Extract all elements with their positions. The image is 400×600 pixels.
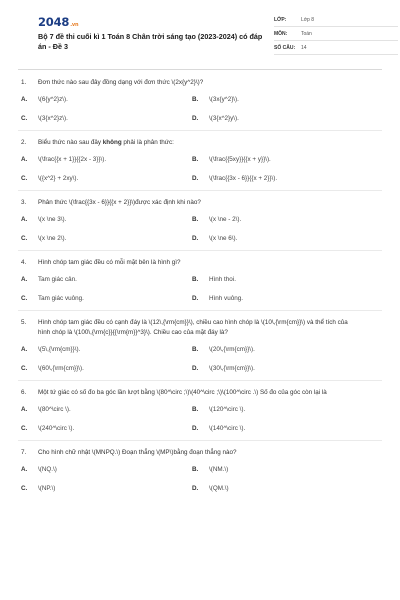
answer-options bbox=[18, 345, 382, 373]
answer-option-b[interactable] bbox=[189, 345, 360, 354]
document-header bbox=[18, 0, 382, 70]
option-label: B. bbox=[192, 346, 199, 353]
question-7 bbox=[18, 448, 382, 500]
option-label: D. bbox=[192, 295, 199, 302]
question-text: Hình chóp tam giác đều có mỗi mặt bên là hình gì? bbox=[38, 259, 181, 266]
answer-option-b[interactable] bbox=[189, 215, 360, 224]
meta-value: Toán bbox=[301, 30, 312, 37]
question-text-emphasis: không bbox=[102, 139, 122, 146]
answer-option-a[interactable] bbox=[18, 405, 189, 414]
answer-option-d[interactable] bbox=[189, 424, 360, 433]
answer-option-d[interactable] bbox=[189, 234, 360, 243]
answer-option-b[interactable] bbox=[189, 465, 360, 474]
option-text: \({x^2} + 2xy\). bbox=[38, 175, 79, 182]
logo-text: 2048 bbox=[38, 15, 70, 29]
meta-value: Lớp 8 bbox=[301, 16, 315, 23]
option-label: B. bbox=[192, 216, 199, 223]
option-label: C. bbox=[21, 175, 28, 182]
option-text: \(NM.\) bbox=[209, 466, 229, 473]
meta-value: 14 bbox=[301, 44, 307, 51]
option-text: \(80^\circ \). bbox=[38, 406, 71, 413]
option-label: A. bbox=[21, 466, 28, 473]
logo-suffix: .vn bbox=[70, 22, 79, 28]
answer-options bbox=[18, 465, 382, 493]
option-text: Tam giác cân. bbox=[38, 276, 77, 283]
option-text: \(x \ne 6\). bbox=[209, 235, 238, 242]
option-text: \(3x{y^2}\). bbox=[209, 96, 239, 103]
option-label: C. bbox=[21, 365, 28, 372]
option-text: \(5\,{\rm{cm}}\). bbox=[38, 346, 81, 353]
option-text: \(6{y^2}z\). bbox=[38, 96, 68, 103]
answer-option-a[interactable] bbox=[18, 215, 189, 224]
question-number: 1. bbox=[21, 79, 27, 86]
question-1 bbox=[18, 78, 382, 131]
document-title: Bộ 7 đề thi cuối kì 1 Toán 8 Chân trời sáng tạo (2023-2024) có đáp án - Đề 3 bbox=[38, 32, 263, 51]
question-text-start: Biểu thức nào sau đây bbox=[38, 139, 103, 146]
option-label: D. bbox=[192, 425, 199, 432]
answer-options bbox=[18, 215, 382, 243]
answer-option-d[interactable] bbox=[189, 364, 360, 373]
question-text: Phân thức \(\frac{{3x - 6}}{{x + 2}}\)được xác định khi nào? bbox=[38, 199, 201, 206]
answer-option-c[interactable] bbox=[18, 364, 189, 373]
answer-option-c[interactable] bbox=[18, 484, 189, 493]
option-text: \(x \ne 3\). bbox=[38, 216, 67, 223]
option-label: D. bbox=[192, 365, 199, 372]
question-3 bbox=[18, 198, 382, 251]
question-2 bbox=[18, 138, 382, 191]
document-meta bbox=[274, 13, 398, 55]
option-label: A. bbox=[21, 346, 28, 353]
answer-option-d[interactable] bbox=[189, 174, 360, 183]
answer-option-c[interactable] bbox=[18, 294, 189, 303]
option-label: A. bbox=[21, 406, 28, 413]
question-text: Cho hình chữ nhật \(MNPQ.\) Đoạn thẳng \(MP\)bằng đoạn thẳng nào? bbox=[38, 449, 237, 456]
option-label: C. bbox=[21, 115, 28, 122]
question-list bbox=[18, 78, 382, 507]
answer-option-b[interactable] bbox=[189, 405, 360, 414]
option-label: B. bbox=[192, 96, 199, 103]
meta-key: MÔN: bbox=[274, 30, 288, 37]
answer-options bbox=[18, 405, 382, 433]
option-text: Tam giác vuông. bbox=[38, 295, 84, 302]
question-number: 4. bbox=[21, 259, 27, 266]
option-label: C. bbox=[21, 235, 28, 242]
option-label: C. bbox=[21, 425, 28, 432]
option-label: D. bbox=[192, 485, 199, 492]
option-text: \(\frac{{3x - 6}}{{x + 2}}\). bbox=[209, 175, 278, 182]
meta-row-question-count bbox=[274, 41, 398, 55]
option-label: B. bbox=[192, 406, 199, 413]
answer-option-c[interactable] bbox=[18, 174, 189, 183]
option-text: \(240^\circ \). bbox=[38, 425, 75, 432]
question-text: Một tứ giác có số đo ba góc lần lượt bằng \(80^\circ ;\)\(40^\circ ;\)\(100^\circ .\) Số đo của góc còn lại là bbox=[38, 389, 327, 396]
question-6 bbox=[18, 388, 382, 441]
option-text: Hình vuông. bbox=[209, 295, 243, 302]
answer-option-a[interactable] bbox=[18, 345, 189, 354]
answer-option-a[interactable] bbox=[18, 155, 189, 164]
option-text: \(3{x^2}z\). bbox=[38, 115, 68, 122]
question-number: 6. bbox=[21, 389, 27, 396]
question-number: 3. bbox=[21, 199, 27, 206]
answer-option-c[interactable] bbox=[18, 424, 189, 433]
option-label: C. bbox=[21, 295, 28, 302]
header-divider bbox=[18, 69, 382, 70]
option-text: \(x \ne 2\). bbox=[38, 235, 67, 242]
answer-option-c[interactable] bbox=[18, 234, 189, 243]
option-label: B. bbox=[192, 466, 199, 473]
question-4 bbox=[18, 258, 382, 311]
answer-option-a[interactable] bbox=[18, 95, 189, 104]
question-text-end: phải là phân thức: bbox=[121, 139, 174, 146]
answer-option-d[interactable] bbox=[189, 294, 360, 303]
option-label: B. bbox=[192, 276, 199, 283]
option-label: A. bbox=[21, 216, 28, 223]
meta-row-class bbox=[274, 13, 398, 27]
option-text: \(NQ.\) bbox=[38, 466, 57, 473]
question-text: Đơn thức nào sau đây đồng dạng với đơn thức \(2x{y^2}\)? bbox=[38, 79, 204, 86]
option-label: D. bbox=[192, 235, 199, 242]
option-text: \(60\,{\rm{cm}}\). bbox=[38, 365, 84, 372]
answer-option-b[interactable] bbox=[189, 275, 360, 284]
option-text: \(NP.\) bbox=[38, 485, 56, 492]
question-number: 7. bbox=[21, 449, 27, 456]
answer-option-b[interactable] bbox=[189, 95, 360, 104]
option-label: D. bbox=[192, 175, 199, 182]
answer-option-d[interactable] bbox=[189, 484, 360, 493]
option-label: B. bbox=[192, 156, 199, 163]
option-label: A. bbox=[21, 156, 28, 163]
answer-option-b[interactable] bbox=[189, 155, 360, 164]
option-label: A. bbox=[21, 276, 28, 283]
option-text: \(\frac{{x + 1}}{{2x - 3}}\). bbox=[38, 156, 107, 163]
option-text: \(20\,{\rm{cm}}\). bbox=[209, 346, 255, 353]
question-text: Hình chóp tam giác đều có cạnh đáy là \(12\,{\rm{cm}}\), chiều cao hình chóp là \(10\,{\rm{cm}}\) và thể tích của hình chóp là \(100\,{\rm{c}}{{\rm{m}}^3}\). Chiều cao của mặt đáy là? bbox=[38, 319, 348, 336]
meta-key: SỐ CÂU: bbox=[274, 44, 296, 51]
option-text: \(QM.\) bbox=[209, 485, 229, 492]
answer-option-a[interactable] bbox=[18, 465, 189, 474]
question-number: 5. bbox=[21, 319, 27, 326]
option-text: \(3{x^2}y\). bbox=[209, 115, 239, 122]
meta-row-subject bbox=[274, 27, 398, 41]
question-text bbox=[38, 138, 382, 148]
answer-option-d[interactable] bbox=[189, 114, 360, 123]
option-label: D. bbox=[192, 115, 199, 122]
answer-option-c[interactable] bbox=[18, 114, 189, 123]
option-text: Hình thoi. bbox=[209, 276, 236, 283]
option-text: \(\frac{{5xy}}{{x + y}}\). bbox=[209, 156, 271, 163]
question-number: 2. bbox=[21, 139, 27, 146]
question-5 bbox=[18, 318, 382, 381]
option-text: \(120^\circ \). bbox=[209, 406, 246, 413]
option-text: \(x \ne - 2\). bbox=[209, 216, 242, 223]
answer-options bbox=[18, 275, 382, 303]
answer-options bbox=[18, 95, 382, 123]
option-text: \(140^\circ \). bbox=[209, 425, 246, 432]
option-label: C. bbox=[21, 485, 28, 492]
answer-options bbox=[18, 155, 382, 183]
meta-key: LỚP: bbox=[274, 16, 287, 23]
option-text: \(30\,{\rm{cm}}\). bbox=[209, 365, 255, 372]
site-logo[interactable] bbox=[38, 15, 78, 29]
answer-option-a[interactable] bbox=[18, 275, 189, 284]
option-label: A. bbox=[21, 96, 28, 103]
